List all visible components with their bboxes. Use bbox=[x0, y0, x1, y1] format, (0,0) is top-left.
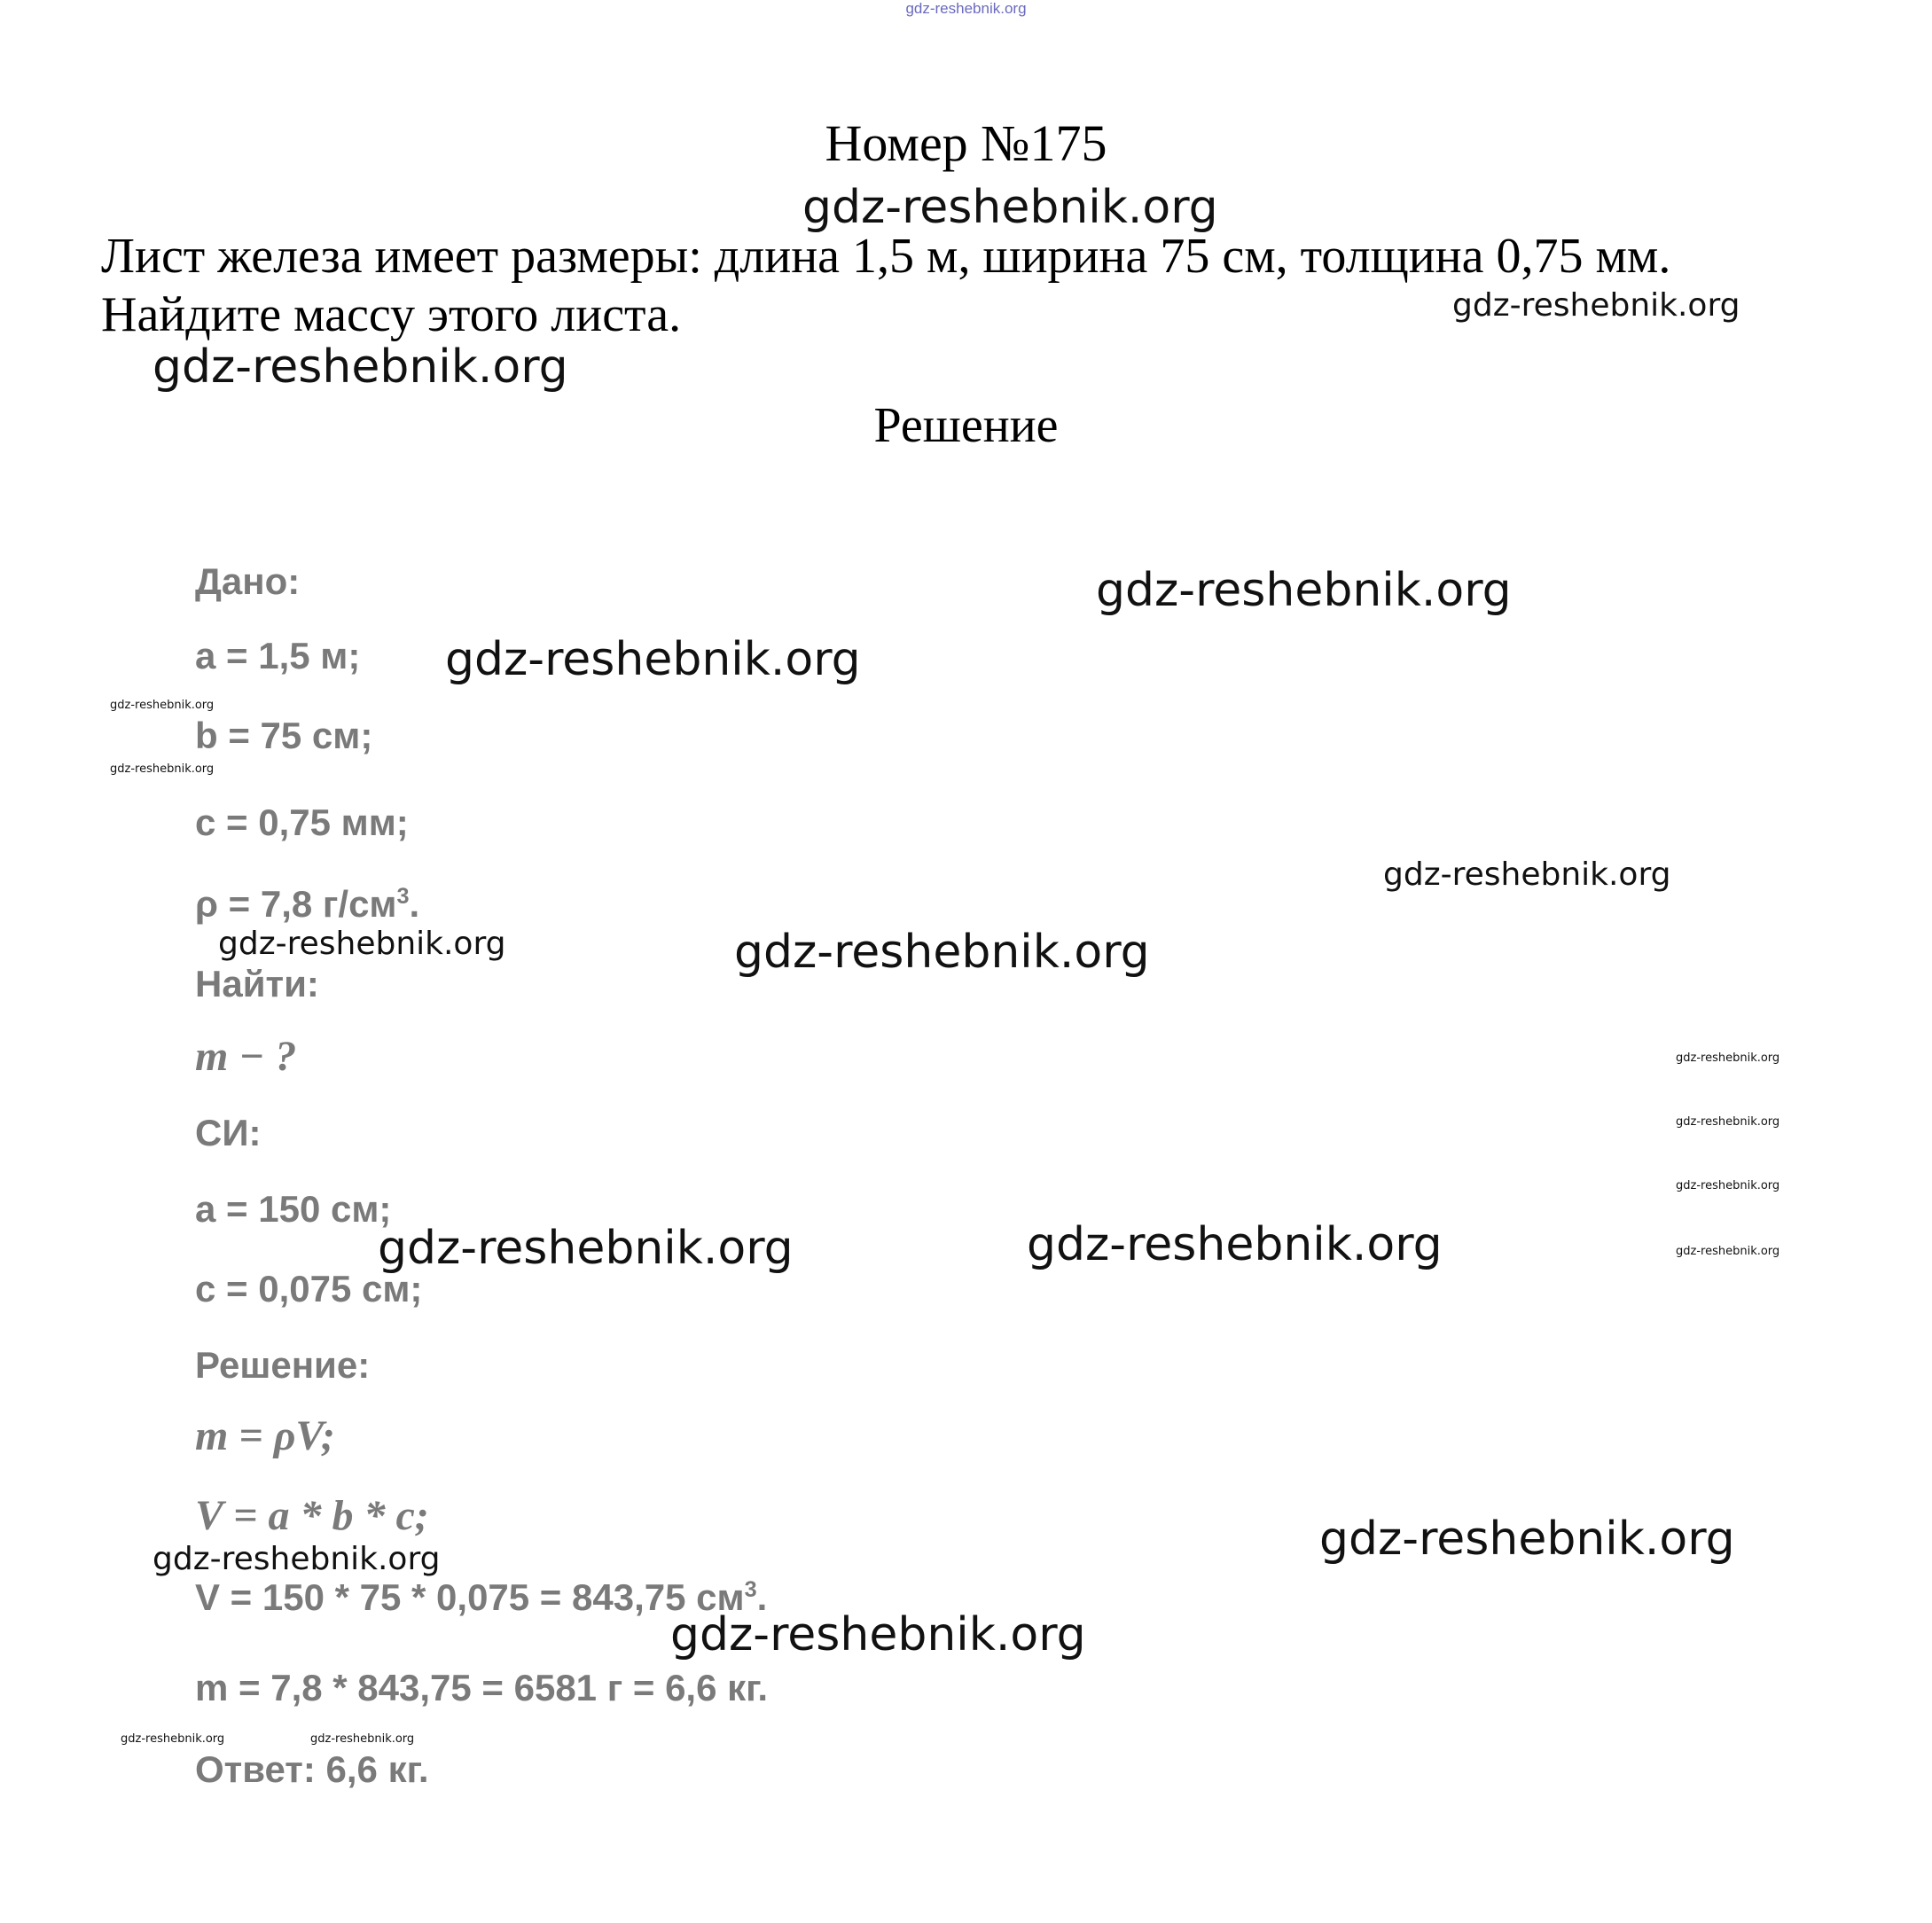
solution-heading: Решение bbox=[873, 398, 1059, 453]
watermark-text: gdz-reshebnik.org bbox=[110, 699, 215, 712]
solution-label: Решение: bbox=[195, 1344, 371, 1386]
calc-v-end: . bbox=[756, 1576, 768, 1618]
watermark-text: gdz-reshebnik.org bbox=[378, 1222, 794, 1275]
watermark-text: gdz-reshebnik.org bbox=[734, 926, 1150, 979]
si-c: c = 0,075 см; bbox=[195, 1268, 423, 1309]
watermark-text: gdz-reshebnik.org bbox=[1027, 1218, 1443, 1271]
watermark-text: gdz-reshebnik.org bbox=[153, 340, 568, 394]
watermark-text: gdz-reshebnik.org bbox=[121, 1732, 225, 1746]
given-c: c = 0,75 мм; bbox=[195, 801, 409, 843]
watermark-text: gdz-reshebnik.org bbox=[218, 926, 506, 962]
watermark-text: gdz-reshebnik.org bbox=[1676, 1179, 1780, 1192]
watermark-text: gdz-reshebnik.org bbox=[310, 1732, 415, 1746]
given-label: Дано: bbox=[195, 560, 301, 602]
page-title: Номер №175 bbox=[825, 114, 1107, 172]
formula-m: m = ρV; bbox=[195, 1412, 335, 1459]
watermark-text: gdz-reshebnik.org bbox=[1319, 1513, 1735, 1566]
watermark-text: gdz-reshebnik.org bbox=[110, 762, 215, 776]
top-watermark: gdz-reshebnik.org bbox=[905, 0, 1027, 17]
watermark-text: gdz-reshebnik.org bbox=[1676, 1051, 1780, 1065]
watermark-text: gdz-reshebnik.org bbox=[670, 1608, 1086, 1661]
given-rho bbox=[195, 883, 419, 926]
si-label: СИ: bbox=[195, 1112, 262, 1153]
watermark-text: gdz-reshebnik.org bbox=[802, 181, 1218, 234]
given-rho-exponent: 3 bbox=[396, 884, 410, 909]
find-label: Найти: bbox=[195, 963, 319, 1004]
watermark-text: gdz-reshebnik.org bbox=[445, 633, 861, 686]
given-b: b = 75 см; bbox=[195, 715, 373, 756]
watermark-text: gdz-reshebnik.org bbox=[1676, 1115, 1780, 1129]
given-rho-text: ρ = 7,8 г/см bbox=[195, 883, 397, 925]
calc-v-text: V = 150 * 75 * 0,075 = 843,75 см bbox=[195, 1576, 745, 1618]
find-m: m − ? bbox=[195, 1033, 297, 1080]
given-rho-end: . bbox=[409, 883, 420, 925]
calc-v-exponent: 3 bbox=[744, 1577, 757, 1602]
given-a: a = 1,5 м; bbox=[195, 635, 361, 676]
watermark-text: gdz-reshebnik.org bbox=[1452, 287, 1740, 324]
calc-m: m = 7,8 * 843,75 = 6581 г = 6,6 кг. bbox=[195, 1667, 769, 1708]
formula-v: V = a * b * c; bbox=[195, 1492, 429, 1539]
watermark-text: gdz-reshebnik.org bbox=[1096, 564, 1512, 617]
watermark-text: gdz-reshebnik.org bbox=[1676, 1245, 1780, 1258]
problem-statement bbox=[101, 227, 1670, 344]
watermark-text: gdz-reshebnik.org bbox=[153, 1541, 441, 1577]
problem-line-1: Лист железа имеет размеры: длина 1,5 м, ширина 75 см, толщина 0,75 мм. bbox=[101, 229, 1671, 284]
problem-line-2: Найдите массу этого листа. bbox=[101, 287, 682, 342]
watermark-text: gdz-reshebnik.org bbox=[1383, 856, 1671, 893]
si-a: a = 150 см; bbox=[195, 1188, 392, 1230]
answer: Ответ: 6,6 кг. bbox=[195, 1748, 429, 1790]
